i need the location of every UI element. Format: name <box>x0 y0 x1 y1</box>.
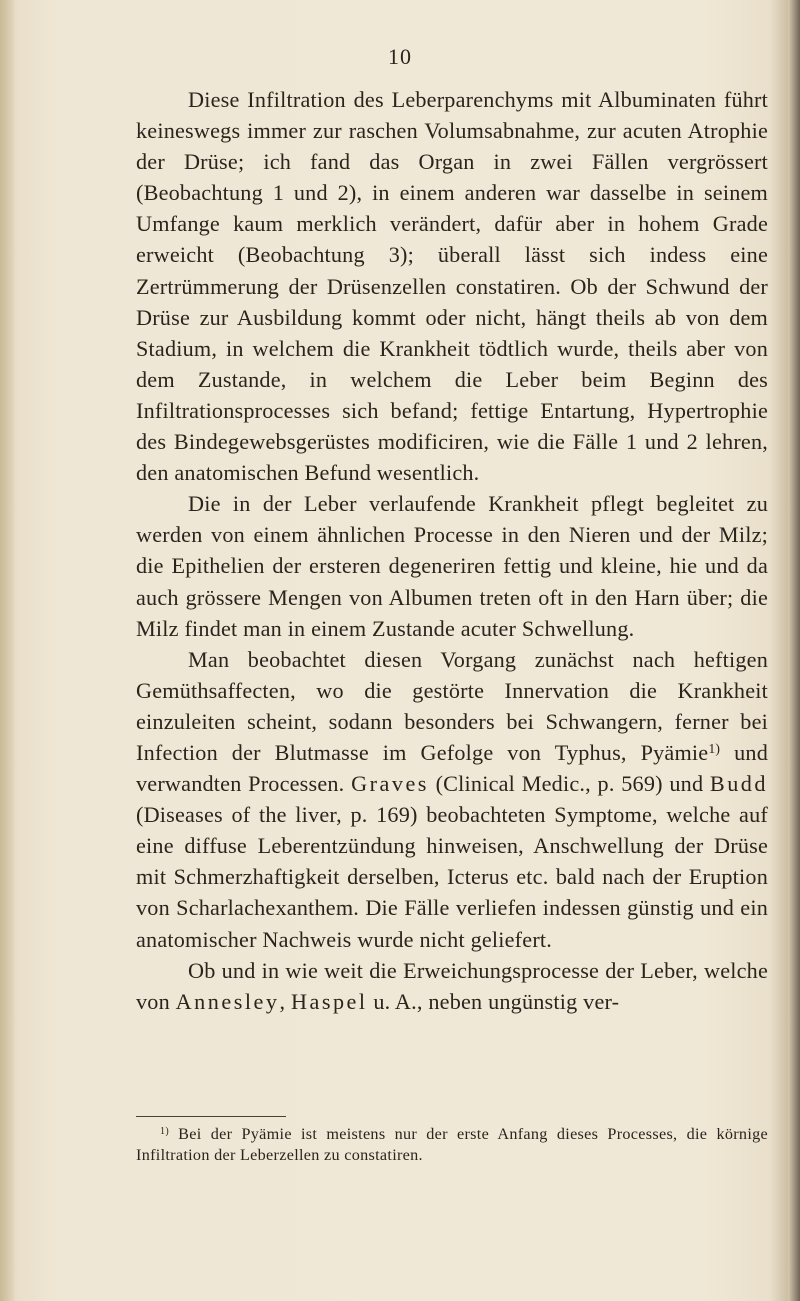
author-name: Haspel <box>290 988 368 1014</box>
paragraph-text: (Diseases of the liver, p. 169) beobachteten Symptome, welche auf eine diffuse Leberentzündung hinweisen, Anschwellung der Drüse mit Schmerzhaftigkeit derselben, Icterus etc. bald nach der Eruption von Scharlachexanthem. Die Fälle verliefen indessen günstig und ein anatomischer Nachweis wurde nicht geliefert. <box>136 802 768 952</box>
author-name: Budd <box>709 771 768 797</box>
footnote-rule <box>136 1116 286 1117</box>
paragraph-text: Ob und in wie weit die Erweichungsprocesse der Leber, welche von <box>136 957 768 1014</box>
paragraph <box>136 488 768 643</box>
paragraph <box>136 644 768 955</box>
body-text <box>136 84 768 1017</box>
page-number: 10 <box>388 44 412 69</box>
paragraph-text: , <box>279 988 291 1014</box>
footnote-reference: 1) <box>708 741 721 757</box>
author-name: Annesley <box>175 988 280 1014</box>
paragraph <box>136 84 768 488</box>
paragraph-text: u. A., neben ungünstig ver- <box>367 988 620 1014</box>
footnote <box>136 1124 768 1166</box>
paragraph-text: und verwandten Processen. <box>136 739 768 797</box>
author-name: Graves <box>351 771 429 797</box>
paragraph <box>136 955 768 1017</box>
footnote-text: Bei der Pyämie ist meistens nur der erste Anfang dieses Processes, die körnige Infiltration der Leberzellen zu constatiren. <box>136 1125 768 1164</box>
footnote-marker: 1) <box>160 1125 169 1137</box>
paragraph-text: Man beobachtet diesen Vorgang zunächst nach heftigen Gemüthsaffecten, wo die gestörte Innervation die Krankheit einzuleiten scheint, sodann besonders bei Schwangern, ferner bei Infection der Blutmasse im Gefolge von Typhus, Pyämie <box>136 646 768 765</box>
page-right-edge <box>788 0 800 1301</box>
paragraph-text: Diese Infiltration des Leberparenchyms mit Albuminaten führt keineswegs immer zur raschen Volumsabnahme, zur acuten Atrophie der Drüse; ich fand das Organ in zwei Fällen vergrössert (Beobachtung 1 und 2), in einem anderen war dasselbe in seinem Umfange kaum merklich verändert, dafür aber in hohem Grade erweicht (Beobachtung 3); überall lässt sich indess eine Zertrümmerung der Drüsenzellen constatiren. Ob der Schwund der Drüse zur Ausbildung kommt oder nicht, hängt theils ab von dem Stadium, in welchem die Krankheit tödtlich wurde, theils aber von dem Zustande, in welchem die Leber beim Beginn des Infiltrationsprocesses sich befand; fettige Entartung, Hypertrophie des Bindegewebsgerüstes modificiren, wie die Fälle 1 und 2 lehren, den anatomischen Befund wesentlich. <box>136 87 768 486</box>
paragraph-text: (Clinical Medic., p. 569) und <box>428 771 710 797</box>
page-left-edge <box>0 0 14 1301</box>
paragraph-text: Die in der Leber verlaufende Krankheit pflegt begleitet zu werden von einem ähnlichen Processe in den Nieren und der Milz; die Epithelien der ersteren degeneriren fettig und kleine, hie und da auch grössere Mengen von Albumen treten oft in den Harn über; die Milz findet man in einem Zustande acuter Schwellung. <box>136 491 768 641</box>
